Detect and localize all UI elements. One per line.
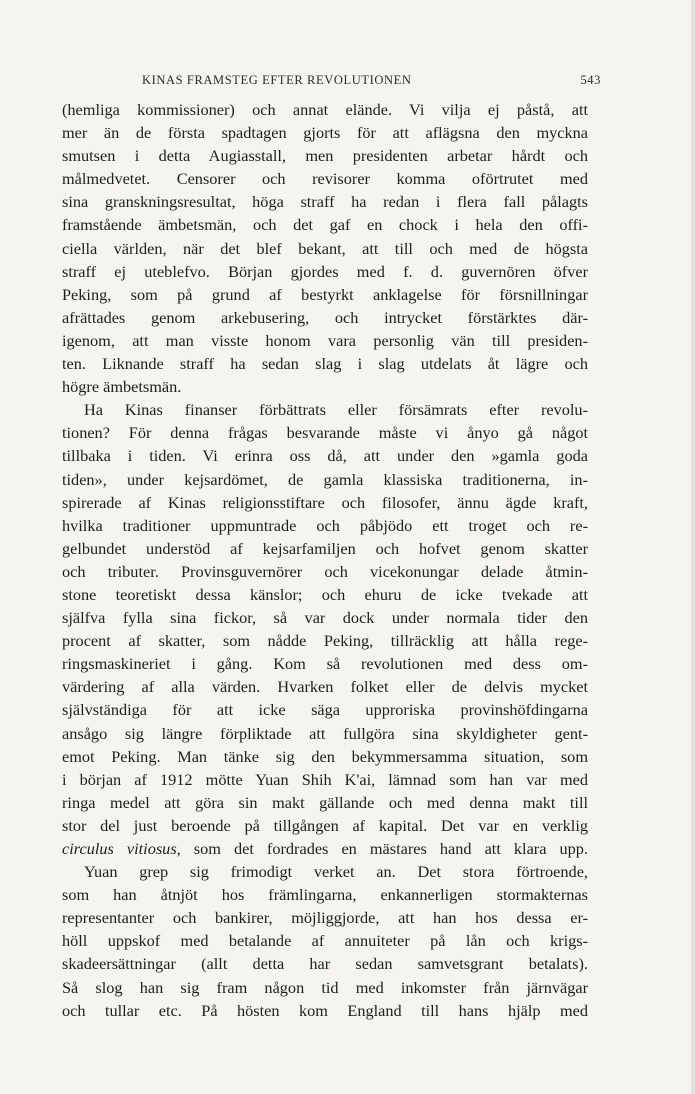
text-line: ciella världen, när det blef bekant, att till och med de högsta [62, 238, 588, 258]
text-line: stor del just beroende på tillgången af kapital. Det var en verklig [62, 815, 588, 835]
text-line: spirerade af Kinas religionsstiftare och filosofer, ännu ägde kraft, [62, 492, 588, 512]
text-line: ansågo sig längre förpliktade att fullgöra sina skyldigheter gent- [62, 723, 588, 743]
text-line: framstående ämbetsmän, och det gaf en chock i hela den offi- [62, 215, 588, 235]
text-line: målmedvetet. Censorer och revisorer komma oförtrutet med [62, 169, 588, 189]
page-number: 543 [580, 73, 601, 87]
text-line: gelbundet understöd af kejsarfamiljen och hofvet genom skatter [62, 538, 588, 558]
text-line: höll uppskof med betalande af annuiteter på lån och krigs- [62, 931, 588, 951]
text-line: självständiga för att icke säga upproriska provinshöfdingarna [62, 700, 588, 720]
text-line: tillbaka i tiden. Vi erinra oss då, att under den »gamla goda [62, 446, 588, 466]
text-line: som han åtnjöt hos främlingarna, enkannerligen stormakternas [62, 885, 588, 905]
text-line: högre ämbetsmän. [62, 377, 182, 397]
text-line: ten. Liknande straff ha sedan slag i slag utdelats åt lägre och [62, 354, 588, 374]
line-continuation: , som det fordrades en mästares hand att klara upp. [176, 839, 588, 858]
paragraph-start-line: Ha Kinas finanser förbättrats eller försämrats efter revolu- [84, 400, 588, 420]
paragraph-start-line: Yuan grep sig frimodigt verket an. Det stora förtroende, [84, 862, 588, 882]
text-line: Peking, som på grund af bestyrkt anklagelse för försnillningar [62, 284, 588, 304]
running-title: KINAS FRAMSTEG EFTER REVOLUTIONEN [142, 73, 412, 87]
body-text [62, 98, 588, 1022]
text-line: Så slog han sig fram någon tid med inkomster från järnvägar [62, 977, 588, 997]
text-line: och tullar etc. På hösten kom England till hans hjälp med [62, 1000, 588, 1020]
text-line: i början af 1912 mötte Yuan Shih K'ai, lämnad som han var med [62, 769, 588, 789]
text-line: emot Peking. Man tänke sig den bekymmersamma situation, som [62, 746, 588, 766]
text-line: procent af skatter, som nådde Peking, tillräcklig att hålla rege- [62, 631, 588, 651]
text-line: sina granskningsresultat, höga straff ha redan i flera fall pålagts [62, 192, 588, 212]
text-line: igenom, att man visste honom vara personlig vän till presiden- [62, 330, 588, 350]
text-line: tionen? För denna frågas besvarande måste vi ånyo gå något [62, 423, 588, 443]
text-line: straff ej uteblefvo. Början gjordes med f. d. guvernören öfver [62, 261, 588, 281]
text-line: värdering af alla värden. Hvarken folket eller de delvis mycket [62, 677, 588, 697]
text-line: ringsmaskineriet i gång. Kom så revolutionen med dess om- [62, 654, 588, 674]
text-line: smutsen i detta Augiasstall, men presidenten arbetar hårdt och [62, 146, 588, 166]
latin-phrase: circulus vitiosus [62, 839, 177, 858]
page-edge [691, 0, 695, 1094]
text-line: skadeersättningar (allt detta har sedan samvetsgrant betalats). [62, 954, 588, 974]
text-line: ringa medel att göra sin makt gällande och med denna makt till [62, 792, 588, 812]
text-line: och tributer. Provinsguvernörer och vicekonungar delade åtmin- [62, 561, 588, 581]
text-line: representanter och bankirer, möjliggjorde, att han hos dessa er- [62, 908, 588, 928]
text-line: tiden», under kejsardömet, de gamla klassiska traditionerna, in- [62, 469, 588, 489]
text-line [62, 837, 588, 860]
text-line: stone teoretiskt dessa känslor; och ehuru de icke tvekade att [62, 584, 588, 604]
text-line: själfva fylla sina fickor, så var dock under normala tider den [62, 608, 588, 628]
text-line: (hemliga kommissioner) och annat elände. Vi vilja ej påstå, att [62, 100, 588, 119]
text-line: mer än de första spadtagen gjorts för att aflägsna den myckna [62, 123, 588, 143]
text-line: hvilka traditioner uppmuntrade och påbjödo ett troget och re- [62, 515, 588, 535]
text-line: afrättades genom arkebusering, och intrycket förstärktes där- [62, 307, 588, 327]
